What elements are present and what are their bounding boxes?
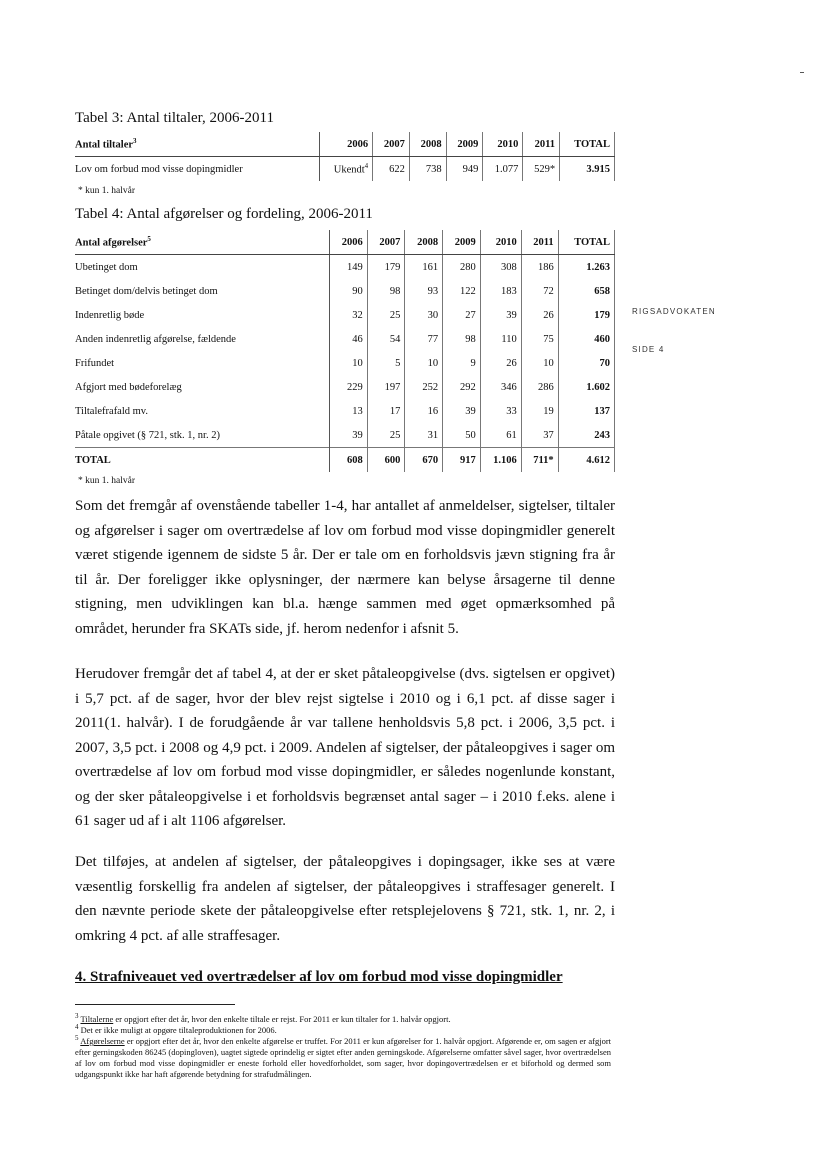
table4-total-cell: 70 [558, 351, 614, 375]
table4-row-label: Betinget dom/delvis betinget dom [75, 279, 330, 303]
table4-total-cell: 243 [558, 423, 614, 448]
table4-row-label: Frifundet [75, 351, 330, 375]
table3-header-cell: TOTAL [560, 132, 615, 157]
table4-cell: 75 [521, 327, 558, 351]
table4-cell: 161 [405, 255, 443, 280]
table3 [75, 132, 615, 181]
table4-total-cell: 658 [558, 279, 614, 303]
table4-cell: 39 [330, 423, 368, 448]
table3-header-cell: 2008 [409, 132, 446, 157]
table-row [75, 279, 615, 303]
table4-cell: 37 [521, 423, 558, 448]
table4-row-label: Afgjort med bødeforelæg [75, 375, 330, 399]
table4-cell: 197 [367, 375, 405, 399]
table4-total-cell: 4.612 [558, 448, 614, 473]
table3-cell: 622 [373, 157, 410, 182]
table4-cell: 917 [443, 448, 481, 473]
table4-cell: 77 [405, 327, 443, 351]
table4-cell: 72 [521, 279, 558, 303]
table4-cell: 25 [367, 303, 405, 327]
table4-cell: 149 [330, 255, 368, 280]
table4-header-cell: 2011 [521, 230, 558, 255]
sidebar-page-number: SIDE 4 [632, 345, 665, 354]
table4-cell: 286 [521, 375, 558, 399]
table4-cell: 50 [443, 423, 481, 448]
table4-cell: 16 [405, 399, 443, 423]
table-row [75, 399, 615, 423]
table4-header-cell: 2009 [443, 230, 481, 255]
table3-header-cell: 2009 [446, 132, 483, 157]
table4-cell: 61 [480, 423, 521, 448]
table4-cell: 308 [480, 255, 521, 280]
table4-cell: 26 [521, 303, 558, 327]
table4-cell: 252 [405, 375, 443, 399]
table4-cell: 32 [330, 303, 368, 327]
table4-cell: 122 [443, 279, 481, 303]
table4-header-cell: 2008 [405, 230, 443, 255]
table4-total-cell: 1.602 [558, 375, 614, 399]
table4-cell: 346 [480, 375, 521, 399]
table4-row-label: Påtale opgivet (§ 721, stk. 1, nr. 2) [75, 423, 330, 448]
table4-cell: 186 [521, 255, 558, 280]
table-row [75, 255, 615, 280]
table4-cell: 1.106 [480, 448, 521, 473]
table4-row-label: Anden indenretlig afgørelse, fældende [75, 327, 330, 351]
table3-note: * kun 1. halvår [78, 186, 135, 196]
table4-header-cell: 2006 [330, 230, 368, 255]
table3-header-cell: 2006 [320, 132, 373, 157]
footnote-divider [75, 1004, 235, 1005]
footnote: $^3$ Tiltalerne er opgjort efter det år, hvor den enkelte tiltale er rejst. For 2011 er kun tiltaler for 1. halvår opgjort. [75, 1012, 451, 1024]
table3-caption: Tabel 3: Antal tiltaler, 2006-2011 [75, 110, 274, 126]
table4-cell: 229 [330, 375, 368, 399]
table3-header-label: Antal tiltaler$^3$ [75, 132, 320, 157]
section-heading: 4. Strafniveauet ved overtrædelser af lov om forbud mod visse dopingmidler [75, 969, 563, 985]
margin-mark [800, 72, 804, 73]
table-row [75, 351, 615, 375]
paragraph: Som det fremgår af ovenstående tabeller 1-4, har antallet af anmeldelser, sigtelser, tiltaler og afgørelser i sager om overtrædelse af lov om forbud mod visse dopingmidler generelt været stigende igennem de sidste 5 år. Der er tale om en forholdsvis jævn stigning fra år til år. Der foreligger ikke oplysninger, der nærmere kan belyse årsagerne til denne stigning, men udviklingen kan bl.a. hænge sammen med øget opmærksomhed på området, herunder fra SKATs side, jf. herom nedenfor i afsnit 5. [75, 498, 615, 637]
table-row [75, 157, 615, 182]
table4-cell: 5 [367, 351, 405, 375]
table4-cell: 93 [405, 279, 443, 303]
table4-cell: 26 [480, 351, 521, 375]
table-row [75, 423, 615, 448]
table4-cell: 110 [480, 327, 521, 351]
table4-row-label: Ubetinget dom [75, 255, 330, 280]
table4-total-cell: 1.263 [558, 255, 614, 280]
table3-header-cell: 2007 [373, 132, 410, 157]
sidebar-org: RIGSADVOKATEN [632, 307, 716, 316]
table4-cell: 10 [521, 351, 558, 375]
table3-header-cell: 2011 [523, 132, 560, 157]
table4-header-row [75, 230, 615, 255]
table3-header-row [75, 132, 615, 157]
table4-header-cell: 2007 [367, 230, 405, 255]
table4-cell: 10 [405, 351, 443, 375]
table4-cell: 98 [443, 327, 481, 351]
paragraph: Det tilføjes, at andelen af sigtelser, der påtaleopgives i dopingsager, ikke ses at være væsentlig forskellig fra andelen af sigtelser, der påtaleopgives i straffesager generelt. I den nævnte periode skete der påtaleopgivelse efter retsplejelovens § 721, stk. 1, nr. 2, i omkring 4 pct. af alle straffesager. [75, 854, 615, 944]
table4-cell: 280 [443, 255, 481, 280]
table4 [75, 230, 615, 472]
table-row [75, 327, 615, 351]
footnote: $^5$ Afgørelserne er opgjort efter det år, hvor den enkelte afgørelse er truffet. For 2011 er kun afgørelser for 1. halvår opgjort. Afgørende er, om sagen er afgjort efter gerningskoden 86245 (dopingloven), uagtet sigtede oprindelig er sigtet efter anden gerningskode. Afgørelserne omfatter såvel sager, hvor overtrædelsen af lov om forbud mod visse dopingmidler er eneste forhold eller hovedforholdet, som sager, hvor dopingovertrædelsen er et biforhold og dermed som udgangspunkt ikke har haft afgørende betydning for strafudmålingen. [75, 1034, 612, 1079]
table4-cell: 39 [480, 303, 521, 327]
table4-header-cell: 2010 [480, 230, 521, 255]
table4-cell: 13 [330, 399, 368, 423]
table4-total-cell: 460 [558, 327, 614, 351]
table4-header-cell: TOTAL [558, 230, 614, 255]
table3-cell: 1.077 [483, 157, 523, 182]
table4-cell: 9 [443, 351, 481, 375]
table4-cell: 17 [367, 399, 405, 423]
paragraph: Herudover fremgår det af tabel 4, at der er sket påtaleopgivelse (dvs. sigtelsen er opgivet) i 5,7 pct. af de sager, hvor der blev rejst sigtelse i 2010 og i 6,1 pct. af disse sager i 2011(1. halvår). I de forudgående år var tallene henholdsvis 5,8 pct. i 2006, 3,5 pct. i 2007, 3,5 pct. i 2008 og 4,9 pct. i 2009. Andelen af sigtelser, der påtaleopgives i sager om overtrædelse af lov om forbud mod visse dopingmidler, er således nogenlunde konstant, og der sker påtaleopgivelse i et forholdsvis begrænset antal sager – i 2010 f.eks. alene i 61 sager ud af i alt 1106 afgørelser. [75, 666, 615, 829]
table4-cell: 711* [521, 448, 558, 473]
table4-cell: 98 [367, 279, 405, 303]
table4-cell: 46 [330, 327, 368, 351]
table4-cell: 27 [443, 303, 481, 327]
table3-cell: 738 [409, 157, 446, 182]
table4-cell: 670 [405, 448, 443, 473]
table4-cell: 608 [330, 448, 368, 473]
table3-total-cell: 3.915 [560, 157, 615, 182]
table4-caption: Tabel 4: Antal afgørelser og fordeling, 2006-2011 [75, 206, 373, 222]
table3-cell: Ukendt$^4$ [320, 157, 373, 182]
table4-cell: 33 [480, 399, 521, 423]
table4-total-cell: 137 [558, 399, 614, 423]
table-row [75, 375, 615, 399]
table4-row-label: Indenretlig bøde [75, 303, 330, 327]
table4-cell: 54 [367, 327, 405, 351]
table4-total-cell: 179 [558, 303, 614, 327]
table4-cell: 10 [330, 351, 368, 375]
table4-cell: 183 [480, 279, 521, 303]
table4-cell: 90 [330, 279, 368, 303]
table4-cell: 31 [405, 423, 443, 448]
table4-total-label: TOTAL [75, 448, 330, 473]
table4-cell: 292 [443, 375, 481, 399]
table4-header-label: Antal afgørelser$^5$ [75, 230, 330, 255]
table-row [75, 303, 615, 327]
footnote: $^4$ Det er ikke muligt at opgøre tiltaleproduktionen for 2006. [75, 1023, 277, 1035]
table3-row-label: Lov om forbud mod visse dopingmidler [75, 157, 320, 182]
table4-cell: 39 [443, 399, 481, 423]
table4-row-label: Tiltalefrafald mv. [75, 399, 330, 423]
table3-header-cell: 2010 [483, 132, 523, 157]
table3-cell: 949 [446, 157, 483, 182]
table4-cell: 19 [521, 399, 558, 423]
table4-cell: 30 [405, 303, 443, 327]
table3-cell: 529* [523, 157, 560, 182]
table4-cell: 179 [367, 255, 405, 280]
table4-note: * kun 1. halvår [78, 476, 135, 486]
table4-total-row [75, 448, 615, 473]
table4-cell: 600 [367, 448, 405, 473]
table4-cell: 25 [367, 423, 405, 448]
